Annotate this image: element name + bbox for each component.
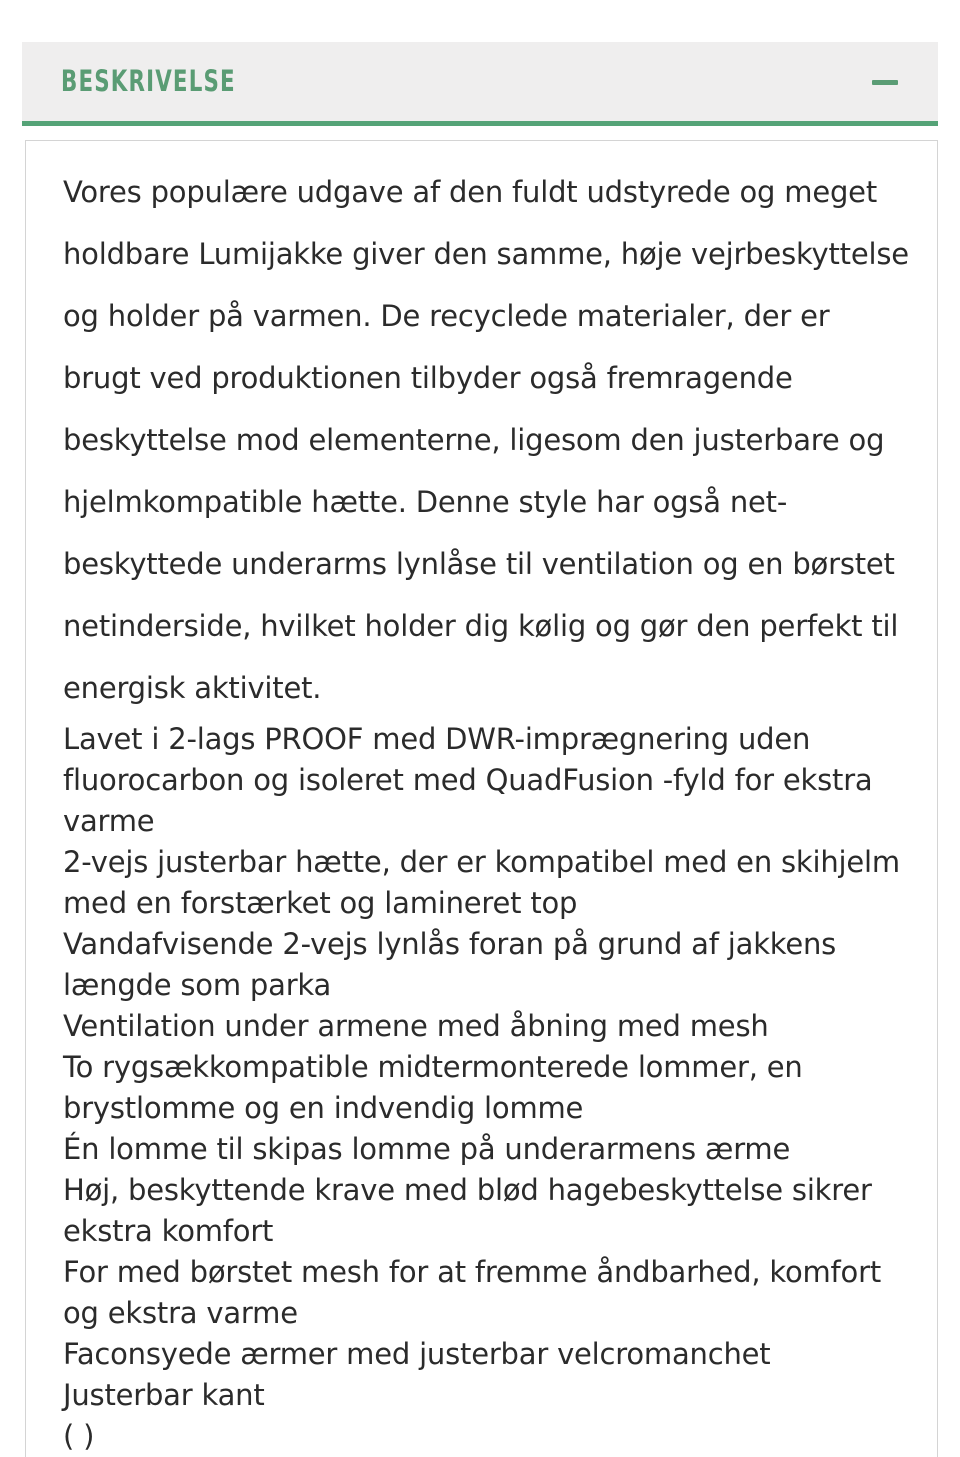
page-title: BESKRIVELSE [61, 64, 236, 98]
feature-line: Én lomme til skipas lomme på underarmens ærme [63, 1132, 791, 1166]
description-content-box [25, 140, 938, 1457]
description-intro-paragraph: Vores populære udgave af den fuldt udstyrede og meget holdbare Lumijakke giver den samme, høje vejrbeskyttelse og holder på varmen. De recyclede materialer, der er brugt ved produktionen tilbyder også fremragende beskyttelse mod elementerne, ligesom den justerbare og hjelmkompatible hætte. Denne style har også net-beskyttede underarms lynlåse til ventilation og en børstet netinderside, hvilket holder dig kølig og gør den perfekt til energisk aktivitet. [63, 175, 909, 705]
description-clipped-line: ( ) [63, 1419, 95, 1453]
feature-line: Lavet i 2-lags PROOF med DWR-imprægnering uden fluorocarbon og isoleret med QuadFusion -fyld for ekstra varme [63, 722, 873, 838]
feature-line: Ventilation under armene med åbning med mesh [63, 1009, 769, 1043]
feature-line: Vandafvisende 2-vejs lynlås foran på grund af jakkens længde som parka [63, 927, 837, 1002]
feature-line: Faconsyede ærmer med justerbar velcromanchet [63, 1337, 771, 1371]
minus-icon-bar [872, 80, 898, 85]
feature-line: Høj, beskyttende krave med blød hagebeskyttelse sikrer ekstra komfort [63, 1173, 872, 1248]
description-feature-list [63, 719, 911, 1416]
feature-line: Justerbar kant [63, 1378, 265, 1412]
accordion-header-beskrivelse[interactable] [22, 42, 938, 126]
feature-line: 2-vejs justerbar hætte, der er kompatibel med en skihjelm med en forstærket og lamineret top [63, 845, 900, 920]
feature-line: For med børstet mesh for at fremme åndbarhed, komfort og ekstra varme [63, 1255, 881, 1330]
feature-line: To rygsækkompatible midtermonterede lommer, en brystlomme og en indvendig lomme [63, 1050, 803, 1125]
description-accordion [22, 42, 938, 1457]
minus-icon[interactable] [872, 69, 898, 95]
